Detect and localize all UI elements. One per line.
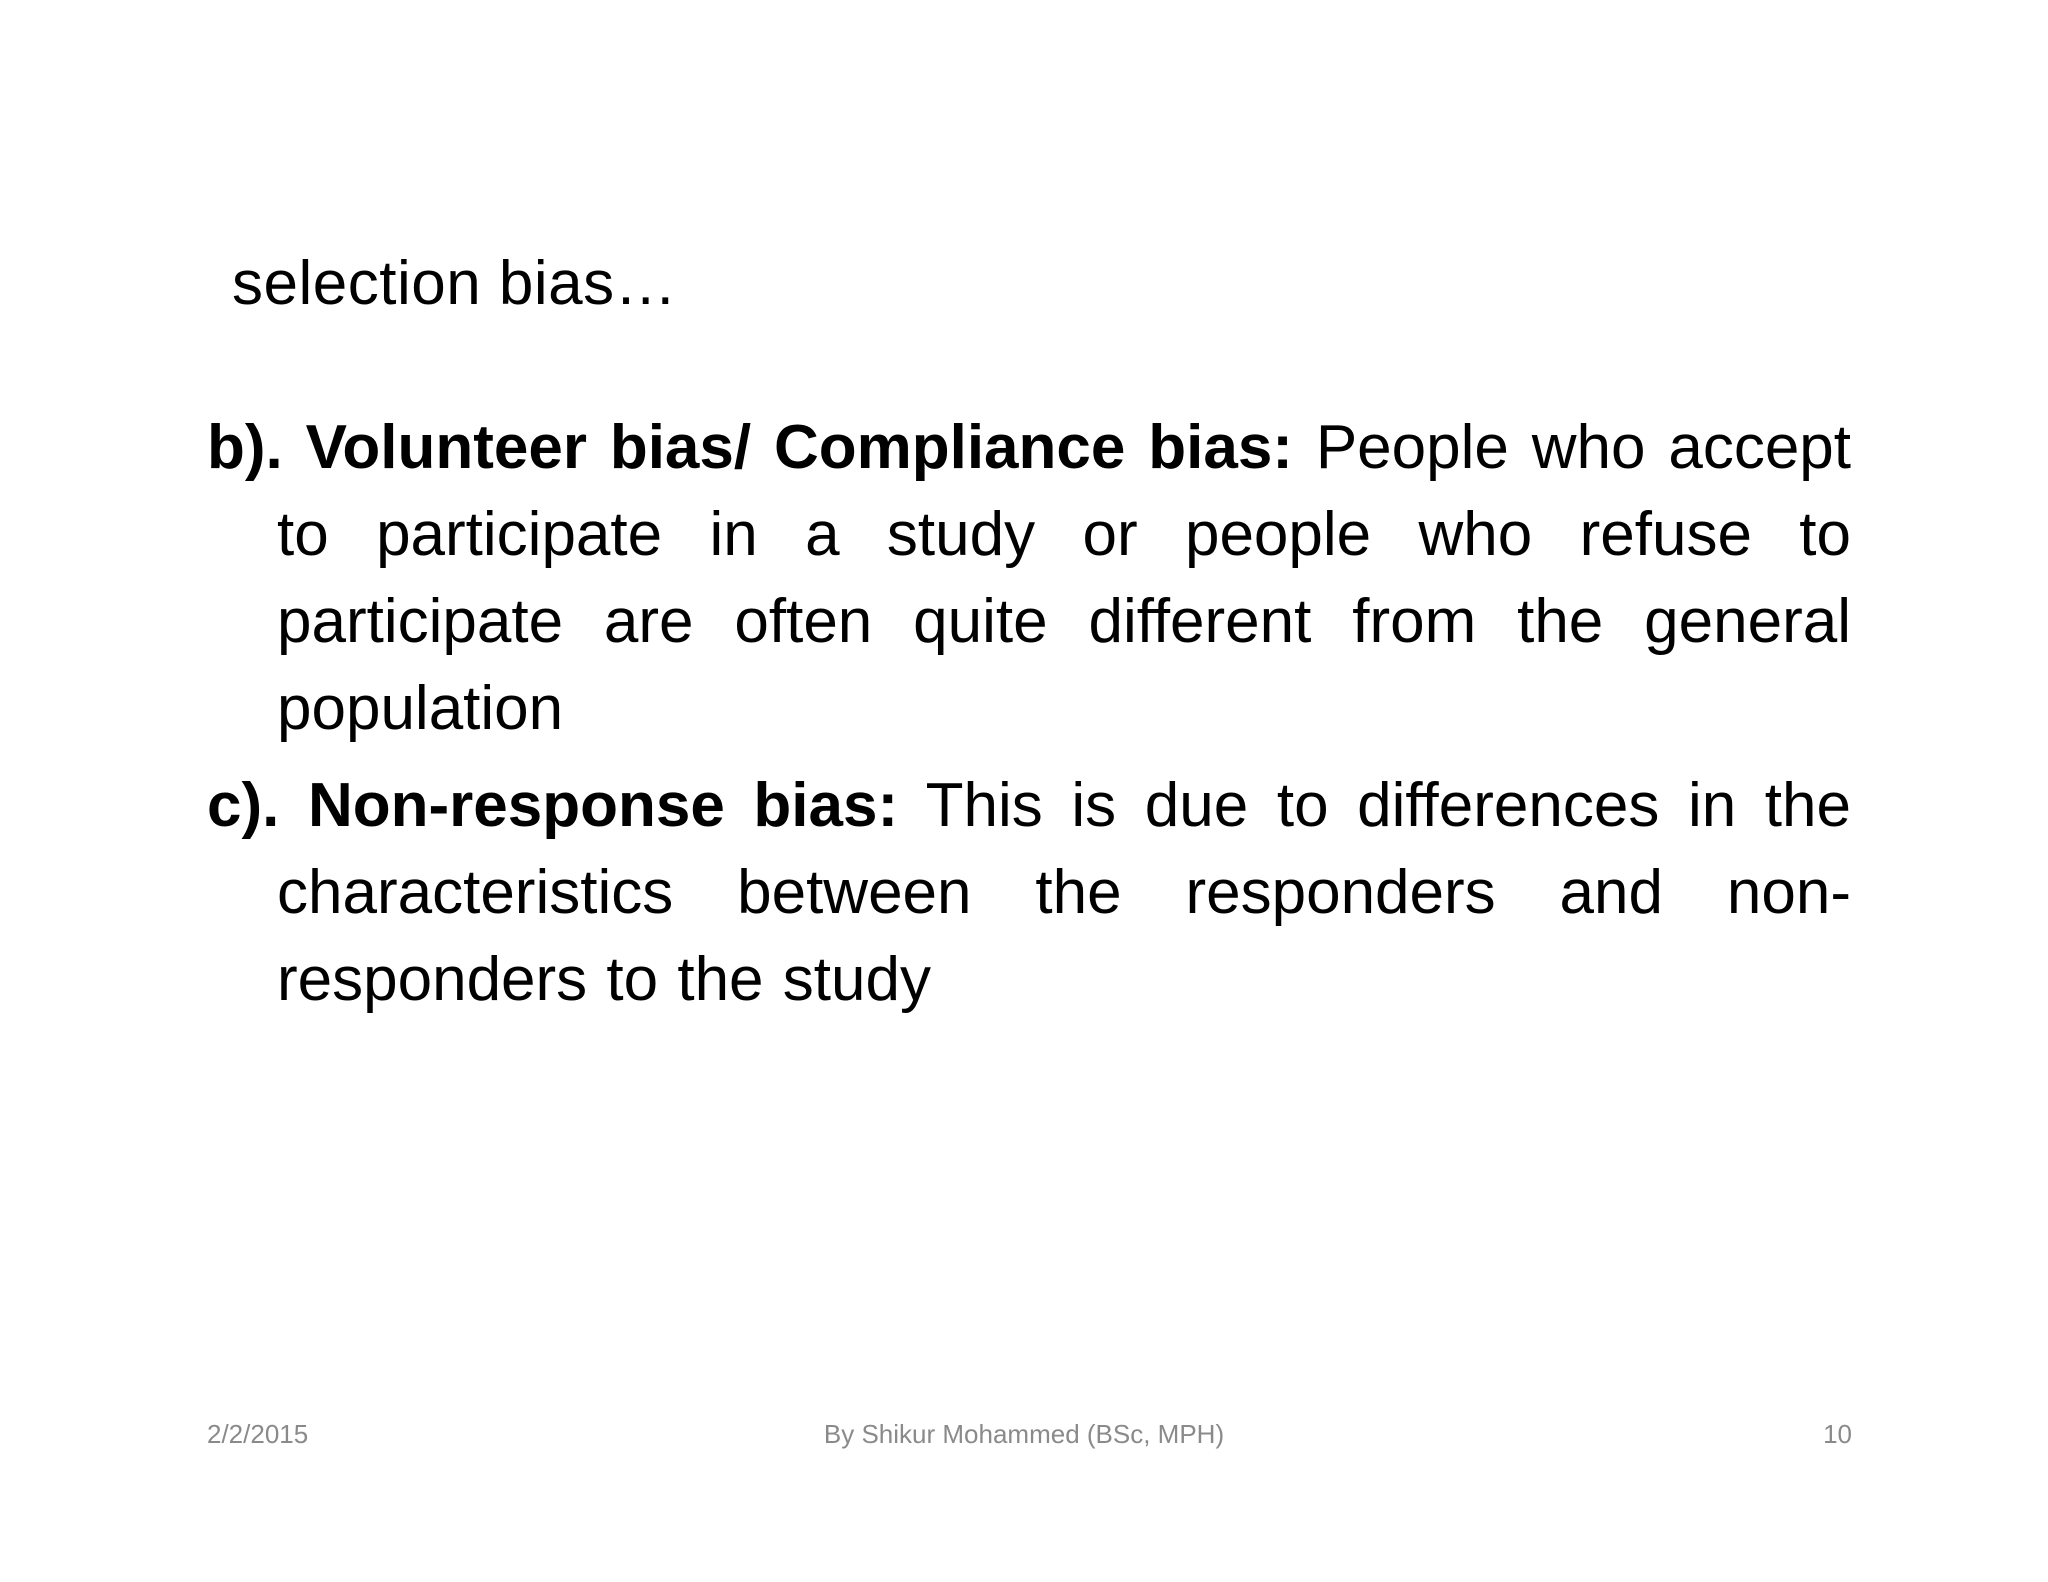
footer-author: By Shikur Mohammed (BSc, MPH)	[823, 1419, 1225, 1449]
bullet-prefix: c).	[207, 771, 280, 840]
footer-date: 2/2/2015	[207, 1419, 309, 1449]
slide-body	[207, 404, 1851, 1033]
bullet-volunteer-bias	[207, 404, 1851, 752]
bullet-text: This is due to differences in the characteristics between the responders and non-responders to the study	[277, 771, 1852, 1014]
bullet-non-response-bias	[207, 762, 1851, 1023]
slide-title: selection bias…	[232, 249, 678, 318]
footer-page-number: 10	[1823, 1419, 1852, 1449]
bullet-text: People who accept to participate in a study or people who refuse to participate are often quite different from the general population	[277, 413, 1852, 743]
bullet-prefix: b).	[207, 413, 283, 482]
bullet-term: Non-response bias:	[307, 771, 899, 840]
bullet-term: Volunteer bias/ Compliance bias:	[305, 413, 1293, 482]
